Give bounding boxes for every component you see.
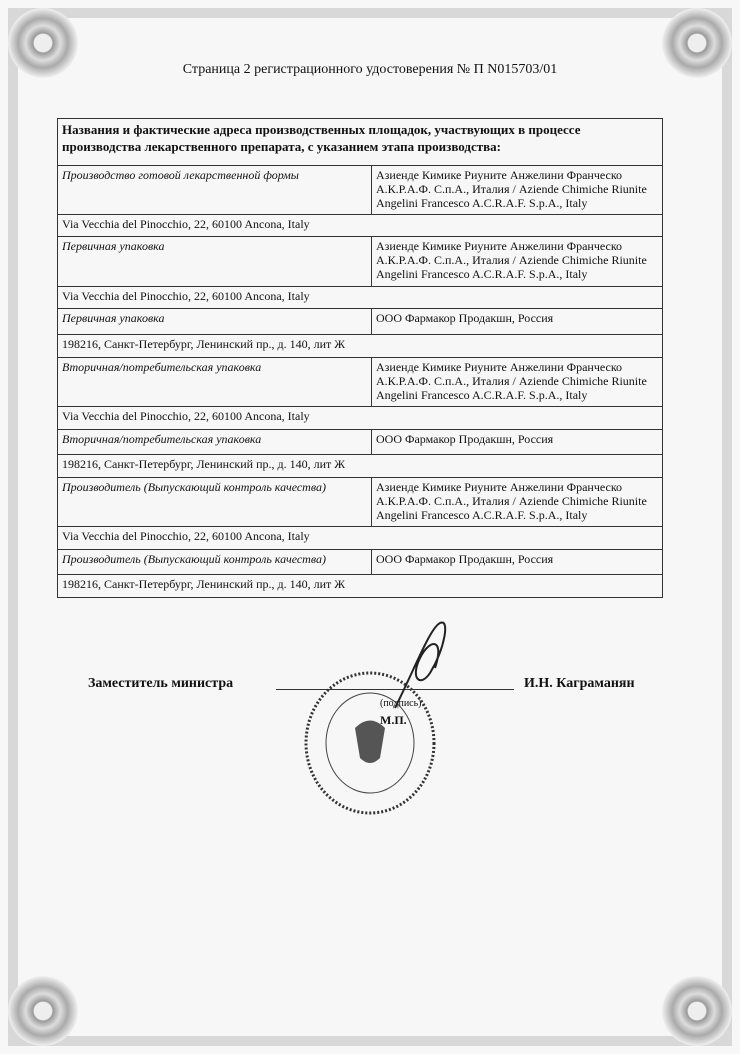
manufacturer-name: ООО Фармакор Продакшн, Россия xyxy=(372,430,663,455)
manufacturer-name: Азиенде Кимике Риуните Анжелини Франческо А.К.Р.А.Ф. С.п.А., Италия / Aziende Chimiche Riunite Angelini Francesco A.C.R.A.F. S.p.A., Italy xyxy=(372,358,663,407)
manufacturer-name: Азиенде Кимике Риуните Анжелини Франческо А.К.Р.А.Ф. С.п.А., Италия / Aziende Chimiche Riunite Angelini Francesco A.C.R.A.F. S.p.A., Italy xyxy=(372,478,663,527)
table-row xyxy=(58,527,663,550)
corner-rosette xyxy=(662,976,732,1046)
production-stage: Производитель (Выпускающий контроль качества) xyxy=(58,550,372,575)
table-row xyxy=(58,335,663,358)
site-address: 198216, Санкт-Петербург, Ленинский пр., д. 140, лит Ж xyxy=(58,455,663,478)
coat-of-arms-icon xyxy=(355,721,385,764)
site-address: 198216, Санкт-Петербург, Ленинский пр., д. 140, лит Ж xyxy=(58,335,663,358)
handwritten-signature xyxy=(385,618,455,718)
table-row xyxy=(58,478,663,527)
production-stage: Вторичная/потребительская упаковка xyxy=(58,430,372,455)
page-title: Страница 2 регистрационного удостоверения № П N015703/01 xyxy=(182,62,558,77)
signature-label: (подпись) xyxy=(380,698,422,709)
table-row xyxy=(58,309,663,335)
production-stage: Первичная упаковка xyxy=(58,237,372,287)
site-address: Via Vecchia del Pinocchio, 22, 60100 Ancona, Italy xyxy=(58,407,663,430)
table-row xyxy=(58,550,663,575)
signatory-name: И.Н. Каграманян xyxy=(524,676,635,691)
table-row xyxy=(58,430,663,455)
stamp-place-label: М.П. xyxy=(380,713,407,727)
table-row xyxy=(58,575,663,598)
table-header: Названия и фактические адреса производственных площадок, участвующих в процессе производства лекарственного препарата, с указанием этапа производства: xyxy=(58,119,663,166)
manufacturer-name: ООО Фармакор Продакшн, Россия xyxy=(372,309,663,335)
table-row xyxy=(58,215,663,237)
production-stage: Первичная упаковка xyxy=(58,309,372,335)
site-address: Via Vecchia del Pinocchio, 22, 60100 Ancona, Italy xyxy=(58,527,663,550)
table-row xyxy=(58,358,663,407)
manufacturer-name: Азиенде Кимике Риуните Анжелини Франческо А.К.Р.А.Ф. С.п.А., Италия / Aziende Chimiche Riunite Angelini Francesco A.C.R.A.F. S.p.A., Italy xyxy=(372,166,663,215)
production-stage: Производитель (Выпускающий контроль качества) xyxy=(58,478,372,527)
site-address: Via Vecchia del Pinocchio, 22, 60100 Ancona, Italy xyxy=(58,287,663,309)
production-sites-table xyxy=(57,118,663,598)
table-row xyxy=(58,237,663,287)
site-address: Via Vecchia del Pinocchio, 22, 60100 Ancona, Italy xyxy=(58,215,663,237)
production-stage: Вторичная/потребительская упаковка xyxy=(58,358,372,407)
table-row xyxy=(58,166,663,215)
manufacturer-name: Азиенде Кимике Риуните Анжелини Франческо А.К.Р.А.Ф. С.п.А., Италия / Aziende Chimiche Riunite Angelini Francesco A.C.R.A.F. S.p.A., Italy xyxy=(372,237,663,287)
manufacturer-name: ООО Фармакор Продакшн, Россия xyxy=(372,550,663,575)
production-stage: Производство готовой лекарственной формы xyxy=(58,166,372,215)
signatory-position: Заместитель министра xyxy=(88,676,234,691)
table-row xyxy=(58,455,663,478)
corner-rosette xyxy=(8,976,78,1046)
table-row xyxy=(58,407,663,430)
table-row xyxy=(58,287,663,309)
site-address: 198216, Санкт-Петербург, Ленинский пр., д. 140, лит Ж xyxy=(58,575,663,598)
